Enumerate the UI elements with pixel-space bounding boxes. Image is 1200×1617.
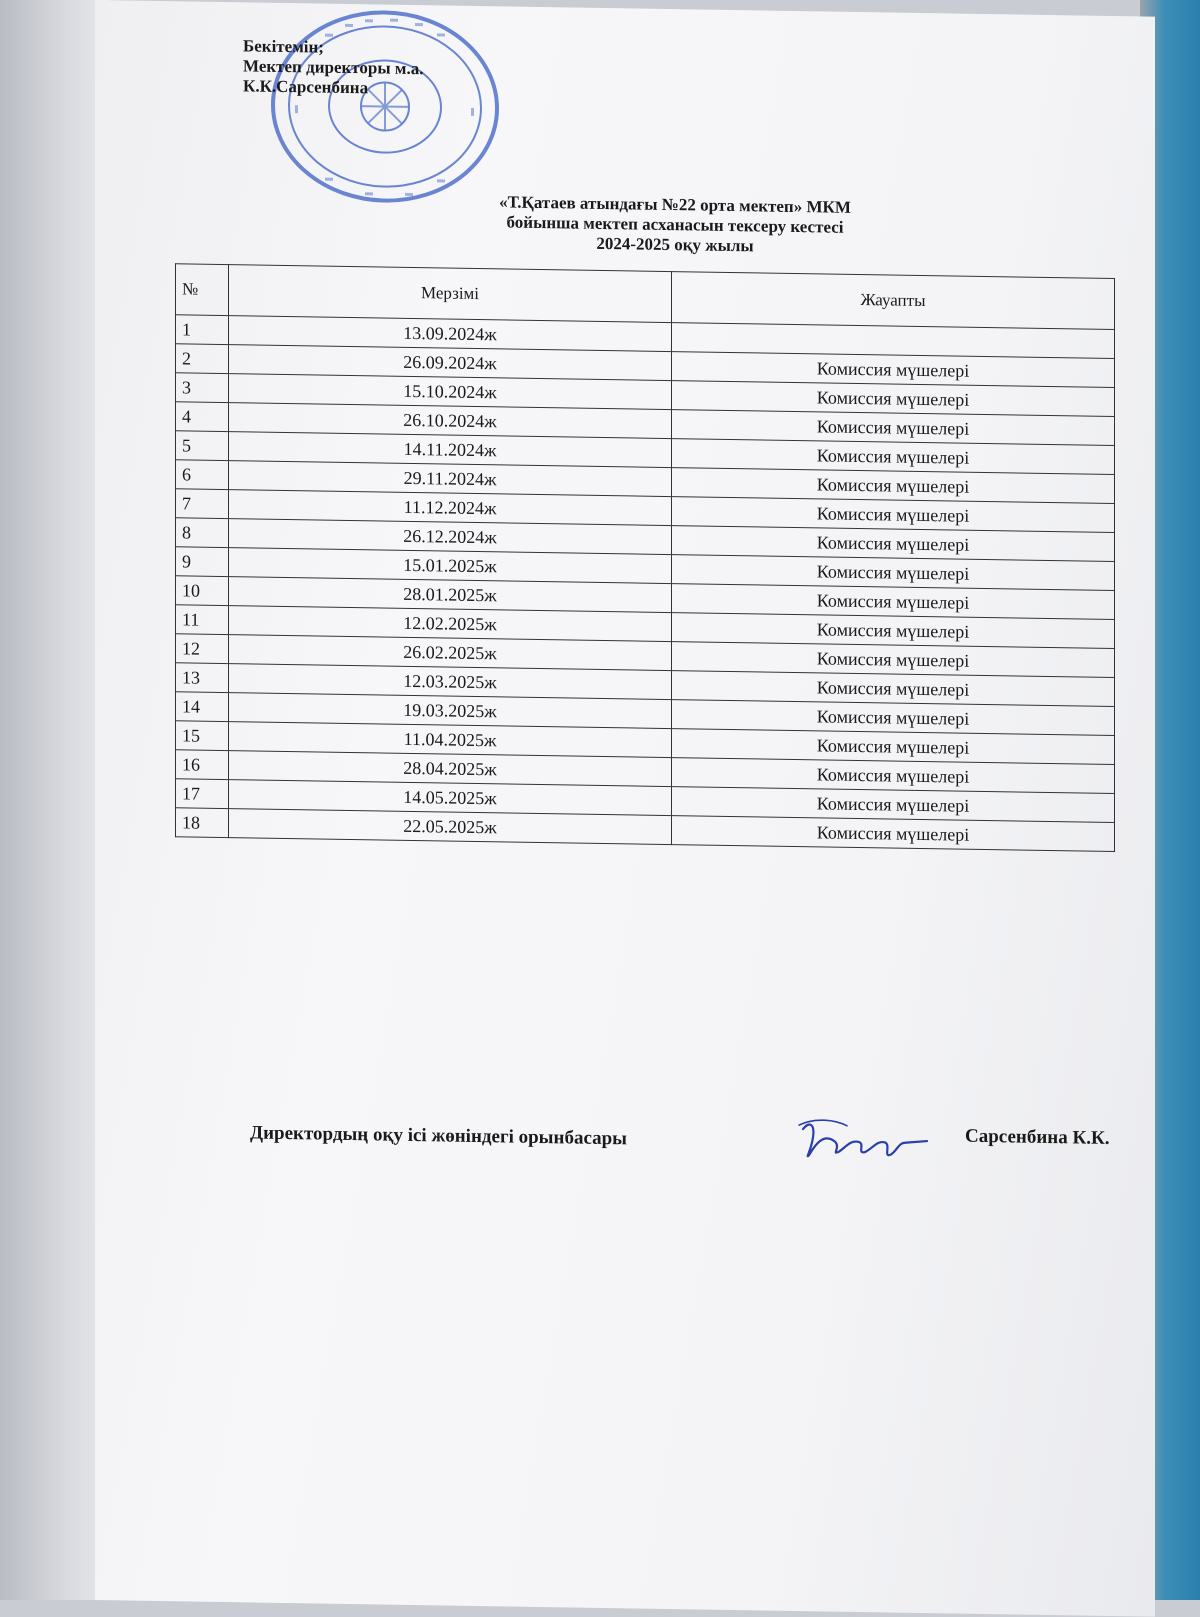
cell-number: 12 — [176, 634, 229, 664]
cell-date: 12.03.2025ж — [229, 664, 672, 700]
cell-responsible: Комиссия мүшелері — [672, 671, 1115, 707]
cell-number: 5 — [176, 431, 229, 461]
schedule-table-container — [175, 263, 1115, 852]
cell-date: 13.09.2024ж — [229, 316, 672, 352]
cell-date: 28.04.2025ж — [229, 751, 672, 787]
cell-number: 2 — [176, 344, 229, 374]
cell-responsible: Комиссия мүшелері — [672, 352, 1115, 388]
cell-number: 3 — [176, 373, 229, 403]
header-date: Мерзімі — [229, 265, 672, 323]
cell-date: 11.12.2024ж — [229, 490, 672, 526]
cell-date: 28.01.2025ж — [229, 577, 672, 613]
cell-number: 17 — [176, 779, 229, 809]
cell-date: 29.11.2024ж — [229, 461, 672, 497]
cell-date: 19.03.2025ж — [229, 693, 672, 729]
header-responsible: Жауапты — [672, 272, 1115, 330]
document-sheet — [95, 0, 1155, 1617]
title-line-3: 2024-2025 оқу жылы — [596, 233, 754, 256]
approval-line-3: К.К.Сарсенбина — [243, 76, 369, 98]
cell-number: 11 — [176, 605, 229, 635]
cell-responsible: Комиссия мүшелері — [672, 584, 1115, 620]
cell-responsible: Комиссия мүшелері — [672, 497, 1115, 533]
cell-number: 7 — [176, 489, 229, 519]
cell-number: 8 — [176, 518, 229, 548]
cell-number: 9 — [176, 547, 229, 577]
cell-date: 26.09.2024ж — [229, 345, 672, 381]
cell-date: 15.10.2024ж — [229, 374, 672, 410]
cell-responsible: Комиссия мүшелері — [672, 787, 1115, 823]
cell-number: 15 — [176, 721, 229, 751]
cell-number: 1 — [176, 315, 229, 345]
cell-responsible: Комиссия мүшелері — [672, 613, 1115, 649]
binder-left-edge — [0, 0, 110, 1600]
cell-date: 26.02.2025ж — [229, 635, 672, 671]
cell-date: 22.05.2025ж — [229, 809, 672, 845]
cell-date: 15.01.2025ж — [229, 548, 672, 584]
cell-number: 16 — [176, 750, 229, 780]
cell-number: 18 — [176, 808, 229, 838]
cell-date: 12.02.2025ж — [229, 606, 672, 642]
cell-responsible: Комиссия мүшелері — [672, 381, 1115, 417]
cell-responsible: Комиссия мүшелері — [672, 468, 1115, 504]
cell-date: 14.05.2025ж — [229, 780, 672, 816]
approval-block — [243, 36, 423, 99]
cell-responsible: Комиссия мүшелері — [672, 410, 1115, 446]
official-seal-stamp — [265, 5, 505, 209]
cell-number: 4 — [176, 402, 229, 432]
handwritten-signature — [795, 1111, 930, 1173]
cell-date: 11.04.2025ж — [229, 722, 672, 758]
inspection-schedule-table — [175, 263, 1115, 852]
cell-date: 26.10.2024ж — [229, 403, 672, 439]
cell-responsible: Комиссия мүшелері — [672, 555, 1115, 591]
cell-responsible: Комиссия мүшелері — [672, 526, 1115, 562]
cell-responsible: Комиссия мүшелері — [672, 700, 1115, 736]
title-line-2: бойынша мектеп асханасын тексеру кестесі — [506, 212, 844, 237]
approval-line-1: Бекітемін; — [243, 36, 324, 57]
cell-date: 26.12.2024ж — [229, 519, 672, 555]
cell-responsible: Комиссия мүшелері — [672, 642, 1115, 678]
cell-number: 14 — [176, 692, 229, 722]
footer-signature-line — [250, 1122, 1130, 1150]
signatory-role: Директордың оқу ісі жөніндегі орынбасары — [250, 1122, 628, 1150]
cell-responsible: Комиссия мүшелері — [672, 439, 1115, 475]
header-number: № — [176, 264, 229, 316]
cell-responsible: Комиссия мүшелері — [672, 816, 1115, 852]
title-line-1: «Т.Қатаев атындағы №22 орта мектеп» МКМ — [499, 192, 851, 217]
cell-date: 14.11.2024ж — [229, 432, 672, 468]
cell-responsible: Комиссия мүшелері — [672, 758, 1115, 794]
document-title — [395, 191, 955, 260]
signatory-name: Сарсенбина К.К. — [965, 1125, 1110, 1149]
cell-number: 13 — [176, 663, 229, 693]
cell-responsible: Комиссия мүшелері — [672, 729, 1115, 765]
approval-line-2: Мектеп директоры м.а. — [243, 56, 424, 79]
cell-number: 6 — [176, 460, 229, 490]
cell-number: 10 — [176, 576, 229, 606]
